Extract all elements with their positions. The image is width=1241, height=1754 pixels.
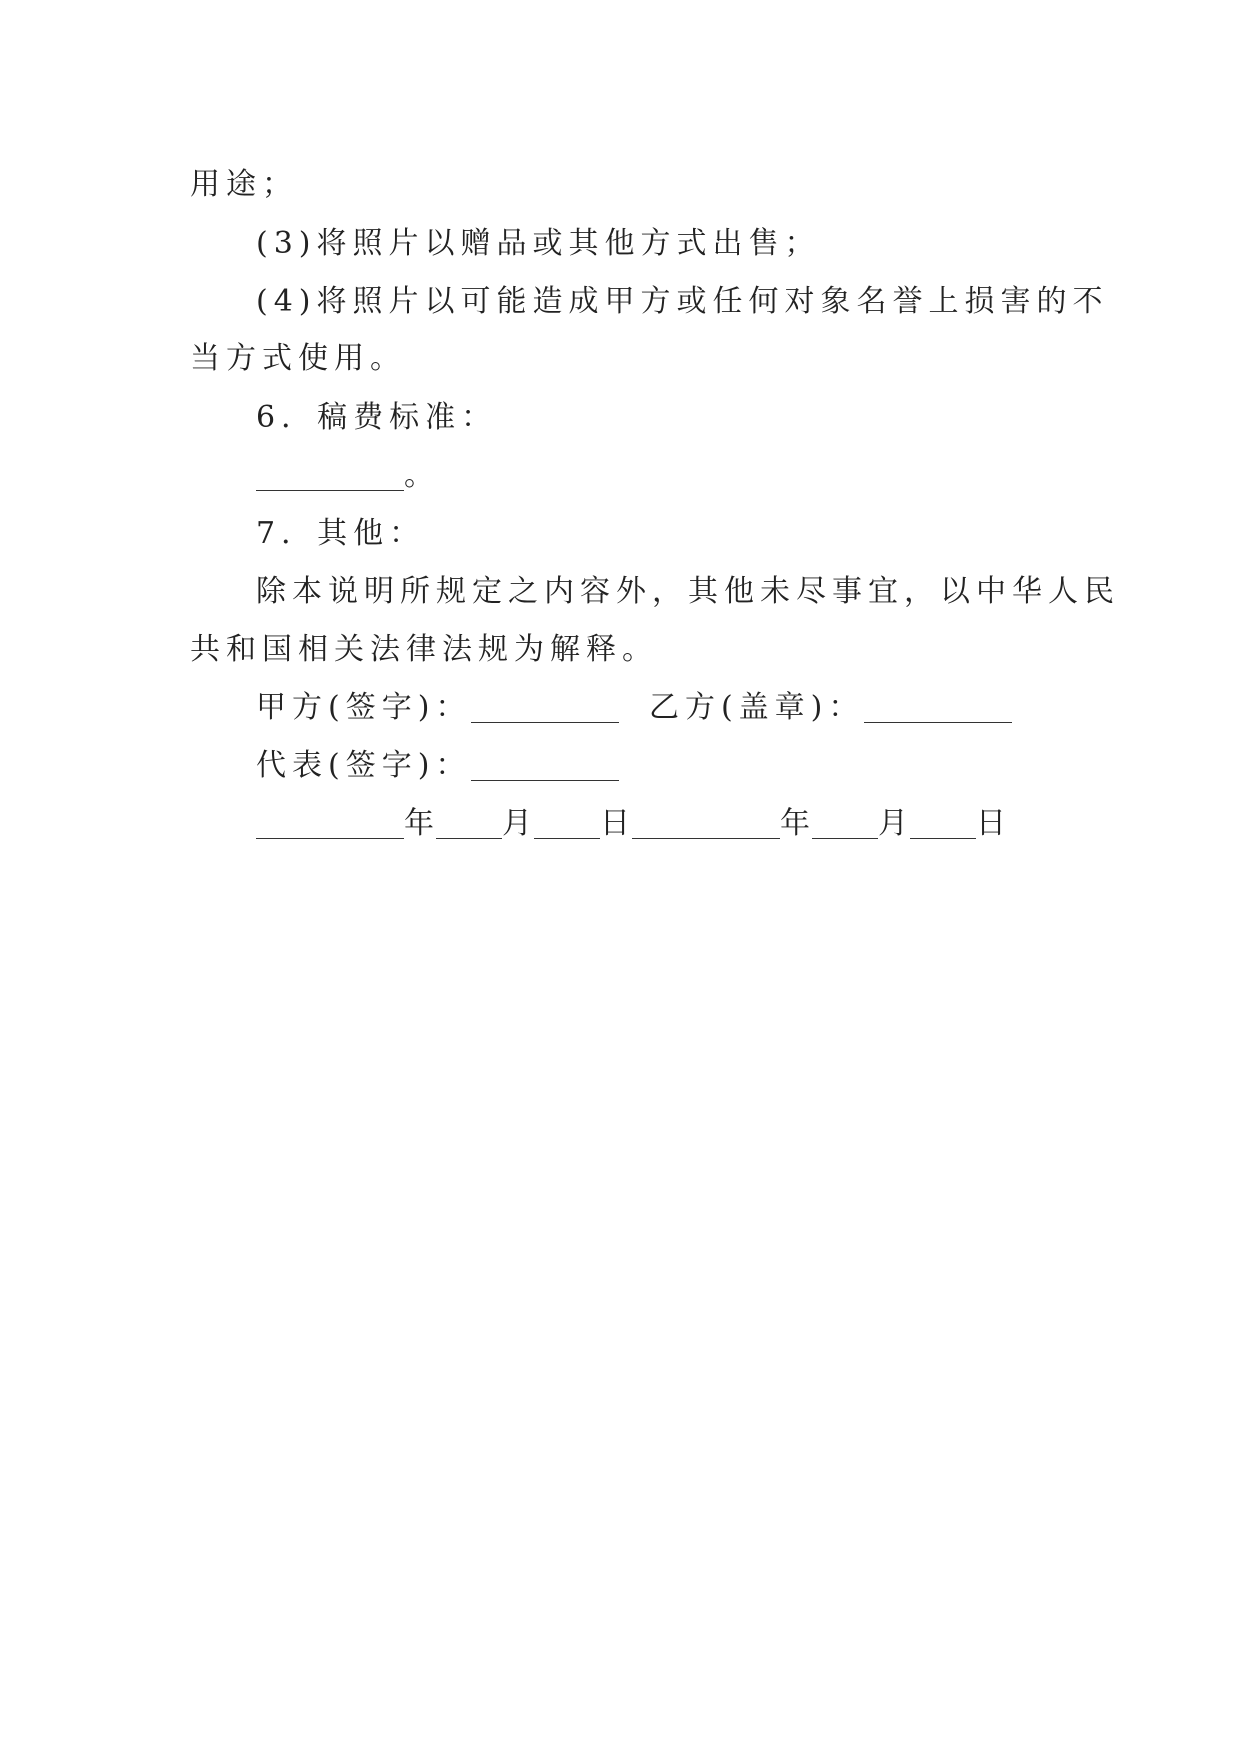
list-item-4: (4)将照片以可能造成甲方或任何对象名誉上损害的不 xyxy=(256,284,1109,319)
date-line xyxy=(256,804,1008,844)
section-heading-fee: 6．稿费标准： xyxy=(256,400,498,435)
party-b-label: 乙方(盖章)： xyxy=(648,690,865,725)
paragraph-line: 用途； xyxy=(190,167,298,202)
date-a-month-blank[interactable] xyxy=(436,808,502,839)
day-label: 日 xyxy=(600,806,632,841)
year-label: 年 xyxy=(404,806,436,841)
date-a-day-blank[interactable] xyxy=(534,808,600,839)
representative-signature-blank[interactable] xyxy=(471,750,619,781)
date-a-year-blank[interactable] xyxy=(256,808,404,839)
list-item-3: (3)将照片以赠品或其他方式出售； xyxy=(256,226,821,261)
month-label: 月 xyxy=(878,806,910,841)
fee-blank-line xyxy=(256,456,440,496)
party-b-seal-blank[interactable] xyxy=(864,692,1012,723)
year-label: 年 xyxy=(780,806,812,841)
date-b-day-blank[interactable] xyxy=(910,808,976,839)
fee-blank[interactable] xyxy=(256,460,404,491)
day-label: 日 xyxy=(976,806,1008,841)
party-a-label: 甲方(签字)： xyxy=(256,690,472,725)
paragraph-line: 除本说明所规定之内容外，其他未尽事宜，以中华人民 xyxy=(256,574,1120,609)
date-b-year-blank[interactable] xyxy=(632,808,780,839)
period-mark: 。 xyxy=(404,458,440,493)
section-heading-other: 7．其他： xyxy=(256,516,426,551)
signature-line-parties xyxy=(256,688,1012,728)
representative-label: 代表(签字)： xyxy=(256,748,472,783)
signature-line-representative xyxy=(256,746,619,786)
date-b-month-blank[interactable] xyxy=(812,808,878,839)
month-label: 月 xyxy=(502,806,534,841)
paragraph-line: 当方式使用。 xyxy=(190,341,406,376)
party-a-signature-blank[interactable] xyxy=(471,692,619,723)
paragraph-line: 共和国相关法律法规为解释。 xyxy=(190,632,658,667)
